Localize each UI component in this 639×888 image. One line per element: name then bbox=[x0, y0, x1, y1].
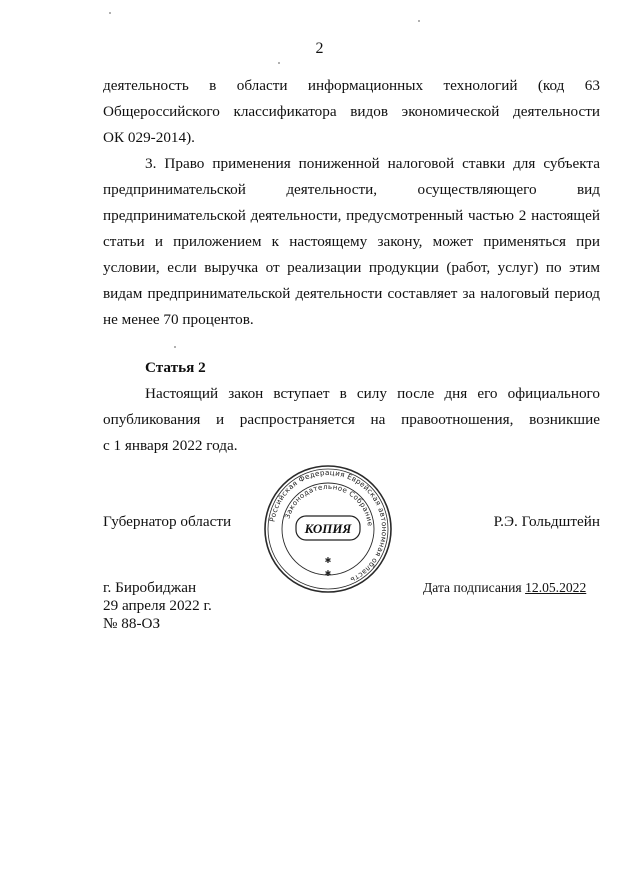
law-date: 29 апреля 2022 г. bbox=[103, 597, 212, 614]
body-line: ОК 029-2014). bbox=[103, 129, 195, 146]
signatory-position: Губернатор области bbox=[103, 513, 232, 530]
body-line: деятельность в области информационных технологий (код 63 bbox=[103, 77, 600, 94]
seal-center-text: КОПИЯ bbox=[304, 521, 352, 536]
article-heading: Статья 2 bbox=[145, 359, 206, 376]
law-number: № 88-ОЗ bbox=[103, 615, 161, 632]
city: г. Биробиджан bbox=[103, 579, 197, 596]
body-line: с 1 января 2022 года. bbox=[103, 437, 238, 454]
body-line: 3. Право применения пониженной налоговой ставки для субъекта bbox=[145, 155, 600, 172]
body-line: опубликования и распространяется на правоотношения, возникшие bbox=[103, 411, 600, 428]
signing-date-block bbox=[423, 578, 586, 598]
body-line: предпринимательской деятельности, предусмотренный частью 2 настоящей bbox=[103, 207, 600, 224]
body-line: условии, если выручка от реализации продукции (работ, услуг) по этим bbox=[103, 259, 600, 276]
page-number: 2 bbox=[315, 40, 324, 57]
seal-inner-text: Законодательное Собрание bbox=[283, 482, 374, 527]
body-line: статьи и приложением к настоящему закону, может применяться при bbox=[103, 233, 600, 250]
official-seal bbox=[262, 463, 394, 595]
seal-outer-text: Российская Федерация Еврейская автономная область bbox=[267, 467, 390, 585]
signing-date: 12.05.2022 bbox=[525, 580, 587, 595]
scan-speck bbox=[418, 20, 420, 22]
scan-speck bbox=[278, 62, 280, 64]
seal-star-icon: ✱ bbox=[324, 556, 332, 565]
body-line: предпринимательской деятельности, осуществляющего вид bbox=[103, 181, 600, 198]
seal-star-icon: ✱ bbox=[324, 569, 332, 578]
signatory-name: Р.Э. Гольдштейн bbox=[493, 513, 600, 530]
scan-speck bbox=[174, 346, 176, 348]
body-line: не менее 70 процентов. bbox=[103, 311, 254, 328]
body-line: видам предпринимательской деятельности составляет за налоговый период bbox=[103, 285, 600, 302]
body-line: Настоящий закон вступает в силу после дня его официального bbox=[145, 385, 600, 402]
signing-label: Дата подписания bbox=[423, 580, 522, 595]
scan-speck bbox=[109, 12, 111, 14]
body-line: Общероссийского классификатора видов экономической деятельности bbox=[103, 103, 600, 120]
